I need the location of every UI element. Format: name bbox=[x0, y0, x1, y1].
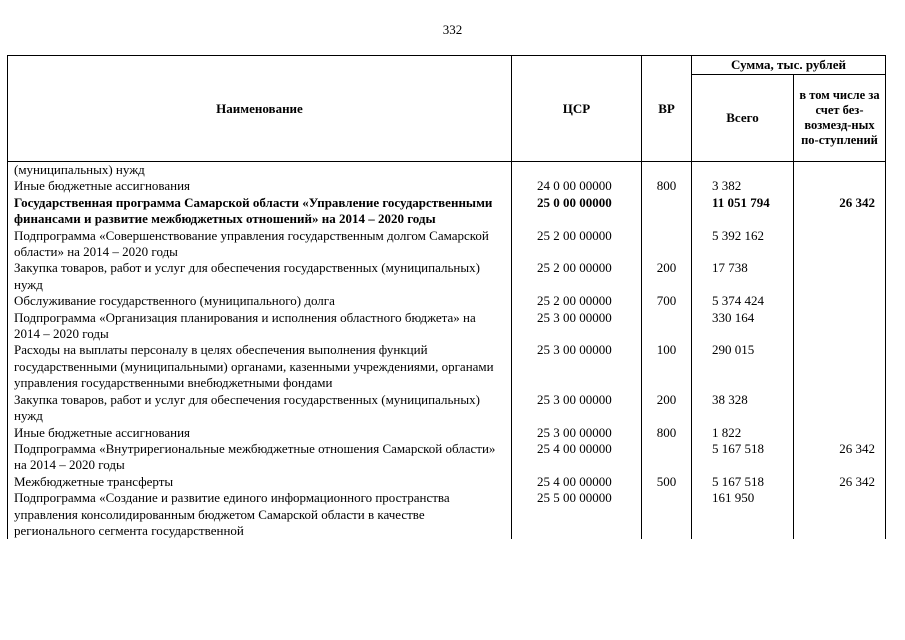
row-name: Иные бюджетные ассигнования bbox=[8, 178, 512, 194]
row-total: 3 382 bbox=[692, 178, 794, 194]
row-total: 1 822 bbox=[692, 425, 794, 441]
row-free bbox=[794, 260, 886, 293]
row-csr: 24 0 00 00000 bbox=[512, 178, 642, 194]
row-free: 26 342 bbox=[794, 441, 886, 474]
row-vr: 500 bbox=[642, 474, 692, 490]
row-vr bbox=[642, 441, 692, 474]
row-total: 17 738 bbox=[692, 260, 794, 293]
row-csr: 25 3 00 00000 bbox=[512, 392, 642, 425]
row-name: Государственная программа Самарской области «Управление государственными финансами и развитие межбюджетных отношений» на 2014 – 2020 годы bbox=[8, 195, 512, 228]
table-row bbox=[8, 178, 886, 194]
row-total: 5 374 424 bbox=[692, 293, 794, 309]
row-name: Закупка товаров, работ и услуг для обеспечения государственных (муниципальных) нужд bbox=[8, 392, 512, 425]
row-free bbox=[794, 293, 886, 309]
table-row bbox=[8, 162, 886, 179]
row-csr: 25 4 00 00000 bbox=[512, 441, 642, 474]
table-row bbox=[8, 474, 886, 490]
row-free bbox=[794, 392, 886, 425]
row-name: Обслуживание государственного (муниципального) долга bbox=[8, 293, 512, 309]
row-vr: 800 bbox=[642, 425, 692, 441]
row-name: (муниципальных) нужд bbox=[8, 162, 512, 179]
row-free bbox=[794, 310, 886, 343]
row-total: 11 051 794 bbox=[692, 195, 794, 228]
row-free bbox=[794, 342, 886, 391]
budget-table bbox=[7, 55, 886, 539]
header-total: Всего bbox=[692, 75, 794, 162]
row-total: 5 392 162 bbox=[692, 228, 794, 261]
table-row bbox=[8, 195, 886, 228]
header-sum-group: Сумма, тыс. рублей bbox=[692, 56, 886, 75]
row-name: Подпрограмма «Организация планирования и исполнения областного бюджета» на 2014 – 2020 годы bbox=[8, 310, 512, 343]
header-name: Наименование bbox=[8, 56, 512, 162]
row-name: Подпрограмма «Совершенствование управления государственным долгом Самарской области» на 2014 – 2020 годы bbox=[8, 228, 512, 261]
row-vr bbox=[642, 162, 692, 179]
header-csr: ЦСР bbox=[512, 56, 642, 162]
row-total: 290 015 bbox=[692, 342, 794, 391]
table-row bbox=[8, 490, 886, 539]
table-row bbox=[8, 293, 886, 309]
row-vr: 700 bbox=[642, 293, 692, 309]
row-total: 38 328 bbox=[692, 392, 794, 425]
table-row bbox=[8, 392, 886, 425]
row-csr: 25 3 00 00000 bbox=[512, 310, 642, 343]
table-row bbox=[8, 441, 886, 474]
row-vr: 200 bbox=[642, 392, 692, 425]
row-free bbox=[794, 228, 886, 261]
row-total: 330 164 bbox=[692, 310, 794, 343]
table-row bbox=[8, 228, 886, 261]
row-csr: 25 0 00 00000 bbox=[512, 195, 642, 228]
row-csr: 25 2 00 00000 bbox=[512, 260, 642, 293]
table-row bbox=[8, 310, 886, 343]
row-csr: 25 4 00 00000 bbox=[512, 474, 642, 490]
row-total bbox=[692, 162, 794, 179]
page-number: 332 bbox=[442, 22, 463, 37]
row-free bbox=[794, 178, 886, 194]
row-name: Закупка товаров, работ и услуг для обеспечения государственных (муниципальных) нужд bbox=[8, 260, 512, 293]
table-row bbox=[8, 425, 886, 441]
row-csr: 25 2 00 00000 bbox=[512, 293, 642, 309]
header-free: в том числе за счет без-возмезд-ных по-ступлений bbox=[794, 75, 886, 162]
row-csr: 25 5 00 00000 bbox=[512, 490, 642, 539]
row-vr bbox=[642, 310, 692, 343]
row-free: 26 342 bbox=[794, 195, 886, 228]
row-name: Иные бюджетные ассигнования bbox=[8, 425, 512, 441]
row-vr bbox=[642, 195, 692, 228]
row-free bbox=[794, 490, 886, 539]
row-vr: 800 bbox=[642, 178, 692, 194]
row-name: Межбюджетные трансферты bbox=[8, 474, 512, 490]
row-csr bbox=[512, 162, 642, 179]
row-vr: 200 bbox=[642, 260, 692, 293]
row-free: 26 342 bbox=[794, 474, 886, 490]
row-vr: 100 bbox=[642, 342, 692, 391]
row-vr bbox=[642, 228, 692, 261]
row-name: Подпрограмма «Внутрирегиональные межбюджетные отношения Самарской области» на 2014 – 2020 годы bbox=[8, 441, 512, 474]
row-free bbox=[794, 162, 886, 179]
row-csr: 25 3 00 00000 bbox=[512, 342, 642, 391]
table-body bbox=[8, 162, 886, 540]
row-free bbox=[794, 425, 886, 441]
row-csr: 25 2 00 00000 bbox=[512, 228, 642, 261]
row-vr bbox=[642, 490, 692, 539]
row-name: Подпрограмма «Создание и развитие единого информационного пространства управления консолидированным бюджетом Самарской области в качестве регионального сегмента государственной bbox=[8, 490, 512, 539]
header-vr: ВР bbox=[642, 56, 692, 162]
row-total: 161 950 bbox=[692, 490, 794, 539]
row-name: Расходы на выплаты персоналу в целях обеспечения выполнения функций государственными (муниципальными) органами, казенными учреждениями, органами управления государственными внебюджетными фондами bbox=[8, 342, 512, 391]
table-row bbox=[8, 342, 886, 391]
table-row bbox=[8, 260, 886, 293]
row-total: 5 167 518 bbox=[692, 474, 794, 490]
row-csr: 25 3 00 00000 bbox=[512, 425, 642, 441]
row-total: 5 167 518 bbox=[692, 441, 794, 474]
